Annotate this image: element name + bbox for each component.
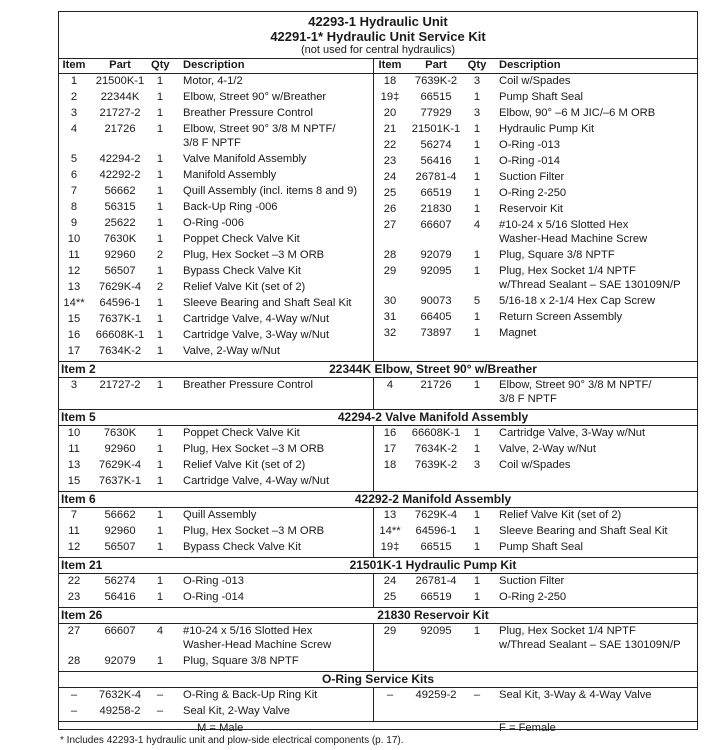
item-number: 18: [383, 459, 397, 471]
row-divider: [59, 687, 697, 688]
part-number: 49258-2: [99, 705, 141, 717]
column-header-item: Item: [62, 59, 86, 71]
part-number: 7634K-2: [414, 443, 458, 455]
item-number: –: [70, 689, 78, 701]
item-number: 26: [383, 203, 397, 215]
description: O-Ring -014: [499, 155, 560, 167]
quantity: 1: [473, 171, 481, 183]
quantity: 1: [473, 427, 481, 439]
description: Motor, 4-1/2: [183, 75, 243, 87]
kit-title: 42291-1* Hydraulic Unit Service Kit: [270, 29, 486, 44]
part-number: 7629K-4: [414, 509, 458, 521]
item-number: –: [386, 689, 394, 701]
item-number: 17: [67, 345, 81, 357]
description: 3/8 F NPTF: [183, 137, 241, 149]
item-number: 5: [70, 153, 78, 165]
quantity: 1: [156, 201, 164, 213]
section-title: 21501K-1 Hydraulic Pump Kit: [349, 558, 517, 572]
quantity: 4: [473, 219, 481, 231]
column-divider: [373, 623, 374, 671]
item-number: 14**: [379, 525, 401, 537]
description: Quill Assembly: [183, 509, 257, 521]
part-number: 92095: [420, 625, 452, 637]
item-number: 19‡: [380, 91, 400, 103]
description: O-Ring 2-250: [499, 187, 567, 199]
part-number: 56274: [420, 139, 452, 151]
parts-list-table: [58, 11, 698, 734]
item-number: 24: [383, 575, 397, 587]
part-number: 7630K: [103, 427, 137, 439]
quantity: –: [156, 705, 164, 717]
item-number: 13: [67, 459, 81, 471]
description: Magnet: [499, 327, 537, 339]
part-number: 7634K-2: [98, 345, 142, 357]
description: Washer-Head Machine Screw: [183, 639, 332, 651]
description: Valve Manifold Assembly: [183, 153, 307, 165]
quantity: 1: [156, 379, 164, 391]
description: 5/16-18 x 2-1/4 Hex Cap Screw: [499, 295, 656, 307]
item-number: 29: [383, 265, 397, 277]
part-number: 56662: [104, 185, 136, 197]
section-label: Item 21: [61, 558, 103, 572]
quantity: 1: [473, 509, 481, 521]
quantity: 1: [156, 475, 164, 487]
item-number: 19‡: [380, 541, 400, 553]
quantity: 2: [156, 249, 164, 261]
section-label: Item 26: [61, 608, 103, 622]
section-label: Item 2: [61, 362, 96, 376]
part-number: 21727-2: [99, 107, 141, 119]
item-number: 9: [70, 217, 78, 229]
quantity: 1: [156, 459, 164, 471]
quantity: 1: [156, 233, 164, 245]
section-label: Item 6: [61, 492, 96, 506]
part-number: 7639K-2: [414, 75, 458, 87]
row-divider: [59, 73, 697, 74]
quantity: 1: [156, 509, 164, 521]
part-number: 66515: [420, 541, 452, 553]
part-number: 90073: [420, 295, 452, 307]
description: #10-24 x 5/16 Slotted Hex: [499, 219, 629, 231]
quantity: 1: [473, 591, 481, 603]
item-number: 3: [70, 379, 78, 391]
row-divider: [59, 573, 697, 574]
column-divider: [373, 573, 374, 607]
unit-title: 42293-1 Hydraulic Unit: [308, 14, 448, 29]
description: Seal Kit, 2-Way Valve: [183, 705, 290, 717]
item-number: 3: [70, 107, 78, 119]
description: w/Thread Sealant – SAE 130109N/P: [499, 279, 681, 291]
quantity: 1: [156, 153, 164, 165]
part-number: 56274: [104, 575, 136, 587]
column-header-qty: Qty: [467, 59, 487, 71]
item-number: 10: [67, 427, 81, 439]
item-number: 16: [383, 427, 397, 439]
quantity: 1: [156, 185, 164, 197]
quantity: 2: [156, 281, 164, 293]
part-number: 56315: [104, 201, 136, 213]
description: O-Ring -014: [183, 591, 244, 603]
description: Cartridge Valve, 4-Way w/Nut: [183, 475, 330, 487]
item-number: 12: [67, 541, 81, 553]
footnote: * Includes 42293-1 hydraulic unit and plow-side electrical components (p. 17).: [60, 735, 404, 746]
description: Relief Valve Kit (set of 2): [183, 459, 306, 471]
description: Cartridge Valve, 3-Way w/Nut: [499, 427, 646, 439]
item-number: 25: [383, 591, 397, 603]
column-header-part: Part: [425, 59, 447, 71]
quantity: 1: [156, 297, 164, 309]
description: Suction Filter: [499, 575, 565, 587]
description: O-Ring & Back-Up Ring Kit: [183, 689, 318, 701]
description: O-Ring -013: [499, 139, 560, 151]
part-number: 56416: [104, 591, 136, 603]
description: Breather Pressure Control: [183, 107, 313, 119]
part-number: 66519: [420, 591, 452, 603]
column-divider: [373, 377, 374, 409]
column-divider: [373, 687, 374, 721]
quantity: 3: [473, 107, 481, 119]
item-number: 21: [383, 123, 397, 135]
item-number: 29: [383, 625, 397, 637]
column-header-part: Part: [109, 59, 131, 71]
description: Elbow, Street 90° 3/8 M NPTF/: [183, 123, 336, 135]
column-header-qty: Qty: [151, 59, 170, 71]
description: Back-Up Ring -006: [183, 201, 278, 213]
description: Bypass Check Valve Kit: [183, 541, 301, 553]
description: Quill Assembly (incl. items 8 and 9): [183, 185, 358, 197]
quantity: 1: [156, 123, 164, 135]
item-number: –: [70, 705, 78, 717]
part-number: 92960: [104, 443, 136, 455]
item-number: 15: [67, 313, 81, 325]
item-number: 22: [383, 139, 397, 151]
item-number: 14**: [63, 297, 85, 309]
item-number: 27: [67, 625, 81, 637]
item-number: 8: [70, 201, 78, 213]
item-number: 23: [383, 155, 397, 167]
part-number: 56507: [104, 541, 136, 553]
quantity: 1: [156, 345, 164, 357]
part-number: 21726: [104, 123, 136, 135]
part-number: 7639K-2: [414, 459, 458, 471]
quantity: 1: [473, 249, 481, 261]
quantity: 1: [473, 139, 481, 151]
quantity: 1: [156, 169, 164, 181]
quantity: 1: [156, 427, 164, 439]
quantity: 1: [156, 525, 164, 537]
quantity: 1: [156, 443, 164, 455]
description: Valve, 2-Way w/Nut: [499, 443, 596, 455]
description: O-Ring -006: [183, 217, 244, 229]
row-divider: [59, 721, 697, 722]
part-number: 66608K-1: [95, 329, 145, 341]
quantity: 1: [473, 203, 481, 215]
description: O-Ring -013: [183, 575, 244, 587]
description: w/Thread Sealant – SAE 130109N/P: [499, 639, 681, 651]
description: Plug, Hex Socket –3 M ORB: [183, 443, 325, 455]
part-number: 22344K: [100, 91, 140, 103]
part-number: 92079: [104, 655, 136, 667]
item-number: 13: [383, 509, 397, 521]
part-number: 7637K-1: [98, 475, 142, 487]
description: 3/8 F NPTF: [499, 393, 557, 405]
part-number: 21500K-1: [95, 75, 145, 87]
quantity: 1: [473, 91, 481, 103]
part-number: 7630K: [103, 233, 137, 245]
item-number: 25: [383, 187, 397, 199]
part-number: 64596-1: [415, 525, 457, 537]
part-number: 56507: [104, 265, 136, 277]
description: Cartridge Valve, 4-Way w/Nut: [183, 313, 330, 325]
quantity: 1: [156, 91, 164, 103]
quantity: 5: [473, 295, 481, 307]
quantity: 1: [473, 155, 481, 167]
description: Poppet Check Valve Kit: [183, 233, 300, 245]
part-number: 92960: [104, 525, 136, 537]
quantity: 1: [156, 265, 164, 277]
description: Reservoir Kit: [499, 203, 564, 215]
description: Poppet Check Valve Kit: [183, 427, 300, 439]
description: Elbow, Street 90° 3/8 M NPTF/: [499, 379, 652, 391]
column-divider: [373, 58, 374, 361]
description: Plug, Hex Socket –3 M ORB: [183, 525, 325, 537]
part-number: 42294-2: [99, 153, 141, 165]
description: Relief Valve Kit (set of 2): [183, 281, 306, 293]
part-number: 92095: [420, 265, 452, 277]
item-number: 7: [70, 185, 78, 197]
legend-female: F = Female: [499, 722, 556, 734]
part-number: 66608K-1: [411, 427, 461, 439]
row-divider: [59, 425, 697, 426]
row-divider: [59, 507, 697, 508]
description: #10-24 x 5/16 Slotted Hex: [183, 625, 313, 637]
section-title: 42294-2 Valve Manifold Assembly: [337, 410, 529, 424]
part-number: 21830: [420, 203, 452, 215]
item-number: 24: [383, 171, 397, 183]
item-number: 4: [70, 123, 78, 135]
quantity: 1: [156, 217, 164, 229]
quantity: –: [473, 689, 481, 701]
part-number: 7629K-4: [98, 459, 142, 471]
item-number: 4: [386, 379, 394, 391]
item-number: 27: [383, 219, 397, 231]
item-number: 22: [67, 575, 81, 587]
part-number: 26781-4: [415, 575, 457, 587]
description: Plug, Hex Socket –3 M ORB: [183, 249, 325, 261]
description: Coil w/Spades: [499, 75, 571, 87]
item-number: 28: [383, 249, 397, 261]
part-number: 26781-4: [415, 171, 457, 183]
section-title: 22344K Elbow, Street 90° w/Breather: [329, 362, 537, 376]
description: Washer-Head Machine Screw: [499, 233, 648, 245]
quantity: 1: [156, 313, 164, 325]
item-number: 10: [67, 233, 81, 245]
description: Return Screen Assembly: [499, 311, 623, 323]
item-number: 31: [383, 311, 397, 323]
title-block: [59, 12, 697, 58]
item-number: 11: [68, 443, 80, 455]
description: Plug, Hex Socket 1/4 NPTF: [499, 265, 636, 277]
section-title: 42292-2 Manifold Assembly: [354, 492, 512, 506]
quantity: 1: [156, 575, 164, 587]
part-number: 66515: [420, 91, 452, 103]
part-number: 21727-2: [99, 379, 141, 391]
part-number: 64596-1: [99, 297, 141, 309]
item-number: 12: [67, 265, 81, 277]
part-number: 25622: [104, 217, 136, 229]
quantity: 1: [473, 379, 481, 391]
item-number: 13: [67, 281, 81, 293]
description: O-Ring 2-250: [499, 591, 567, 603]
item-number: 32: [383, 327, 397, 339]
quantity: 3: [473, 459, 481, 471]
quantity: 1: [473, 123, 481, 135]
item-number: 18: [383, 75, 397, 87]
part-number: 56662: [104, 509, 136, 521]
description: Sleeve Bearing and Shaft Seal Kit: [183, 297, 352, 309]
title-note: (not used for central hydraulics): [300, 44, 456, 56]
part-number: 92960: [104, 249, 136, 261]
item-number: 2: [70, 91, 78, 103]
quantity: 1: [473, 187, 481, 199]
quantity: 1: [473, 525, 481, 537]
item-number: 11: [68, 525, 80, 537]
item-number: 7: [70, 509, 78, 521]
section-title: 21830 Reservoir Kit: [377, 608, 489, 622]
part-number: 66607: [420, 219, 452, 231]
part-number: 66405: [420, 311, 452, 323]
quantity: 1: [156, 107, 164, 119]
item-number: 20: [383, 107, 397, 119]
item-number: 15: [67, 475, 81, 487]
description: Elbow, 90° –6 M JIC/–6 M ORB: [499, 107, 656, 119]
quantity: 1: [473, 443, 481, 455]
quantity: 1: [473, 625, 481, 637]
description: Coil w/Spades: [499, 459, 571, 471]
part-number: 92079: [420, 249, 452, 261]
quantity: 1: [156, 329, 164, 341]
part-number: 49259-2: [415, 689, 457, 701]
description: Breather Pressure Control: [183, 379, 313, 391]
section-label: Item 5: [61, 410, 96, 424]
part-number: 7637K-1: [98, 313, 142, 325]
description: Plug, Square 3/8 NPTF: [183, 655, 299, 667]
description: Elbow, Street 90° w/Breather: [183, 91, 327, 103]
quantity: 1: [473, 311, 481, 323]
item-number: 23: [67, 591, 81, 603]
item-number: 30: [383, 295, 397, 307]
legend-male: M = Male: [197, 722, 244, 734]
item-number: 16: [67, 329, 81, 341]
column-header-item: Item: [378, 59, 402, 71]
part-number: 7629K-4: [98, 281, 142, 293]
item-number: 17: [383, 443, 397, 455]
item-number: 1: [70, 75, 78, 87]
part-number: 77929: [420, 107, 452, 119]
quantity: 1: [156, 591, 164, 603]
description: Cartridge Valve, 3-Way w/Nut: [183, 329, 330, 341]
item-number: 11: [68, 249, 80, 261]
row-divider: [59, 623, 697, 624]
description: Pump Shaft Seal: [499, 91, 583, 103]
row-divider: [59, 377, 697, 378]
description: Bypass Check Valve Kit: [183, 265, 301, 277]
part-number: 21726: [420, 379, 452, 391]
section-title: O-Ring Service Kits: [321, 672, 435, 686]
quantity: 3: [473, 75, 481, 87]
column-divider: [373, 507, 374, 557]
column-header-desc: Description: [499, 59, 561, 71]
quantity: 1: [473, 541, 481, 553]
description: Plug, Square 3/8 NPTF: [499, 249, 615, 261]
part-number: 66519: [420, 187, 452, 199]
quantity: 1: [473, 265, 481, 277]
part-number: 21501K-1: [411, 123, 461, 135]
item-number: 28: [67, 655, 81, 667]
quantity: 1: [156, 541, 164, 553]
quantity: 1: [473, 327, 481, 339]
description: Manifold Assembly: [183, 169, 277, 181]
part-number: 42292-2: [99, 169, 141, 181]
description: Sleeve Bearing and Shaft Seal Kit: [499, 525, 668, 537]
description: Valve, 2-Way w/Nut: [183, 345, 280, 357]
part-number: 7632K-4: [98, 689, 142, 701]
quantity: 1: [156, 655, 164, 667]
column-divider: [373, 425, 374, 491]
description: Relief Valve Kit (set of 2): [499, 509, 622, 521]
description: Pump Shaft Seal: [499, 541, 583, 553]
part-number: 56416: [420, 155, 452, 167]
description: Suction Filter: [499, 171, 565, 183]
quantity: 1: [473, 575, 481, 587]
part-number: 73897: [420, 327, 452, 339]
item-number: 6: [70, 169, 78, 181]
quantity: 4: [156, 625, 164, 637]
column-header-desc: Description: [183, 59, 245, 71]
quantity: 1: [156, 75, 164, 87]
description: Seal Kit, 3-Way & 4-Way Valve: [499, 689, 652, 701]
description: Plug, Hex Socket 1/4 NPTF: [499, 625, 636, 637]
part-number: 66607: [104, 625, 136, 637]
description: Hydraulic Pump Kit: [499, 123, 595, 135]
quantity: –: [156, 689, 164, 701]
